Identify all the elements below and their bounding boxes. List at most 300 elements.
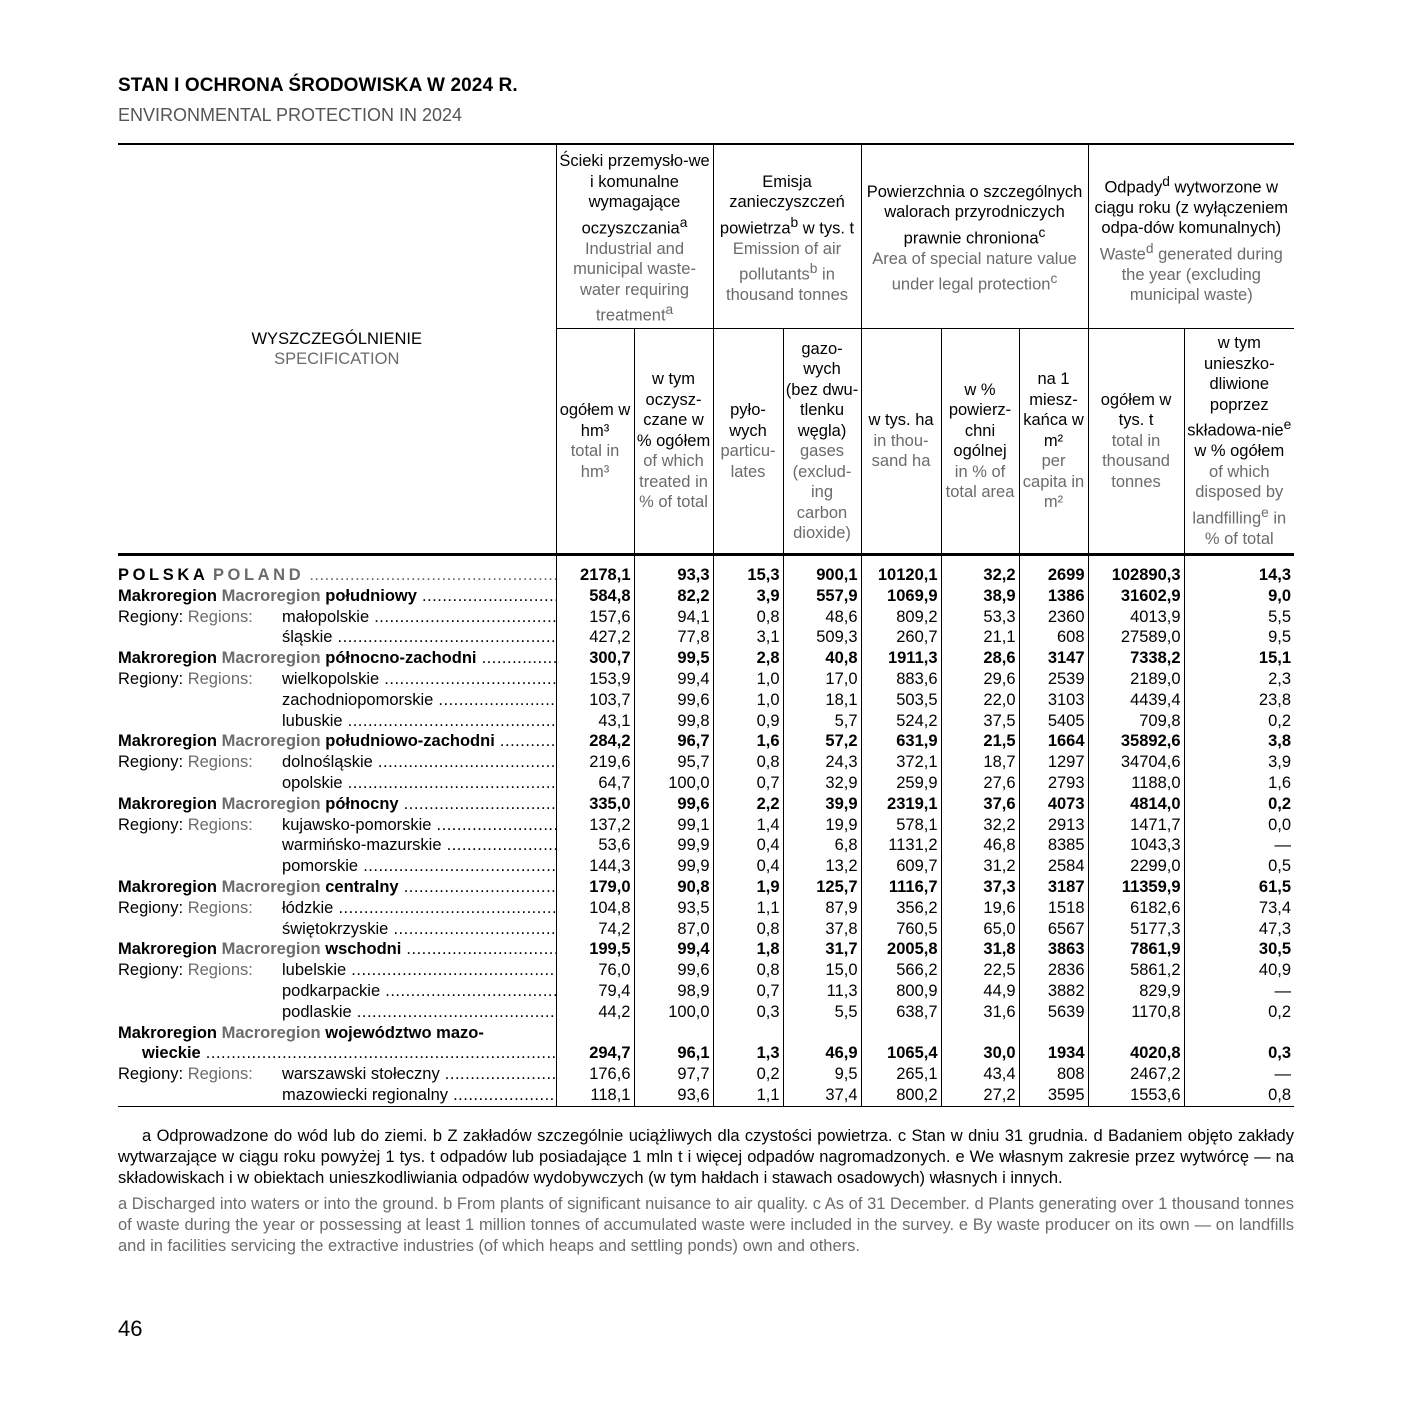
header-col-3: pyło-wych particu-lates <box>713 329 783 555</box>
row-label-name: opolskie ..... <box>282 774 556 792</box>
header-col-7: na 1 miesz-kańca w m² per capita in m² <box>1019 329 1088 555</box>
page-number: 46 <box>118 1316 143 1341</box>
table-cell: 808 <box>1019 1064 1088 1085</box>
table-cell: 0,7 <box>713 773 783 794</box>
row-label <box>118 773 556 794</box>
table-cell: 99,6 <box>634 794 713 815</box>
table-row <box>118 648 1294 669</box>
table-cell: 0,0 <box>1184 815 1294 836</box>
row-label <box>118 898 556 919</box>
table-cell: 15,0 <box>783 960 861 981</box>
row-label-name: małopolskie ..... <box>282 608 556 626</box>
row-label-name: świętokrzyskie ..... <box>282 920 556 938</box>
table-cell-empty <box>556 1023 634 1044</box>
table-cell: 219,6 <box>556 752 634 773</box>
table-cell: 96,7 <box>634 731 713 752</box>
table-cell: 64,7 <box>556 773 634 794</box>
table-cell: 3863 <box>1019 939 1088 960</box>
row-label-name: województwo mazo- <box>325 1023 484 1042</box>
table-cell: 31,2 <box>941 856 1019 877</box>
table-cell-empty <box>1019 1023 1088 1044</box>
table-cell: 14,3 <box>1184 555 1294 586</box>
table-cell: 13,2 <box>783 856 861 877</box>
table-cell: 77,8 <box>634 627 713 648</box>
row-label-pl: Makroregion <box>118 649 218 668</box>
table-cell-empty <box>861 1023 941 1044</box>
table-cell: 0,4 <box>713 856 783 877</box>
row-label-en: Regions: <box>187 961 253 980</box>
table-cell-empty <box>783 1023 861 1044</box>
table-cell: 31,7 <box>783 939 861 960</box>
row-label-en: Regions: <box>187 669 253 688</box>
table-cell: 1,1 <box>713 1085 783 1106</box>
table-row <box>118 1043 1294 1064</box>
row-label-pl: Makroregion <box>118 586 218 605</box>
table-cell: 87,9 <box>783 898 861 919</box>
table-cell: 260,7 <box>861 627 941 648</box>
row-label-pl: Makroregion <box>118 940 218 959</box>
table-cell: 503,5 <box>861 690 941 711</box>
table-cell: 2299,0 <box>1088 856 1184 877</box>
table-row <box>118 815 1294 836</box>
row-label <box>118 1002 556 1023</box>
row-label <box>118 794 556 815</box>
table-cell: 27,6 <box>941 773 1019 794</box>
table-cell: 10120,1 <box>861 555 941 586</box>
row-label-pl: Makroregion <box>118 732 218 751</box>
row-label <box>118 835 556 856</box>
table-cell: 265,1 <box>861 1064 941 1085</box>
table-cell: 3,1 <box>713 627 783 648</box>
table-cell: 43,1 <box>556 711 634 732</box>
table-body <box>118 555 1294 1107</box>
row-label <box>118 731 556 752</box>
row-label-name: pomorskie ..... <box>282 857 556 875</box>
regions-prefix <box>118 1064 282 1085</box>
table-row <box>118 627 1294 648</box>
table-cell: 356,2 <box>861 898 941 919</box>
row-label-en: Macroregion <box>221 940 321 959</box>
table-cell: 883,6 <box>861 669 941 690</box>
table-cell: 578,1 <box>861 815 941 836</box>
table-cell: 8385 <box>1019 835 1088 856</box>
header-col-5: w tys. ha in thou-sand ha <box>861 329 941 555</box>
table-row <box>118 960 1294 981</box>
table-cell: 100,0 <box>634 773 713 794</box>
table-cell-empty <box>941 1023 1019 1044</box>
table-cell: 0,2 <box>713 1064 783 1085</box>
regions-prefix <box>118 752 282 773</box>
row-label-pl: POLSKA <box>118 566 209 584</box>
table-cell: 21,5 <box>941 731 1019 752</box>
header-spec-pl: WYSZCZEGÓLNIENIE <box>251 329 423 348</box>
table-cell: 0,5 <box>1184 856 1294 877</box>
table-cell: 93,6 <box>634 1085 713 1106</box>
table-cell: 17,0 <box>783 669 861 690</box>
table-cell: 96,1 <box>634 1043 713 1064</box>
row-label-en: Macroregion <box>221 732 321 751</box>
table-row <box>118 939 1294 960</box>
table-row <box>118 856 1294 877</box>
table-cell: 2913 <box>1019 815 1088 836</box>
header-group-emission: Emisja zanieczyszczeń powietrza$^b$ w tys. t Emission of air pollutants$^b$ in thousand tonnes <box>713 144 861 329</box>
table-row <box>118 1085 1294 1106</box>
table-cell: 609,7 <box>861 856 941 877</box>
row-label-name: łódzkie ..... <box>282 899 556 917</box>
row-label-pl: Regiony: <box>118 961 184 980</box>
table-cell: 40,9 <box>1184 960 1294 981</box>
table-cell: 103,7 <box>556 690 634 711</box>
table-row <box>118 794 1294 815</box>
row-label <box>118 711 556 732</box>
table-cell: 5177,3 <box>1088 919 1184 940</box>
table-cell: 800,2 <box>861 1085 941 1106</box>
table-cell: 0,8 <box>713 919 783 940</box>
table-cell: 21,1 <box>941 627 1019 648</box>
table-cell: 11,3 <box>783 981 861 1002</box>
table-cell: 1,0 <box>713 690 783 711</box>
regions-prefix <box>118 669 282 690</box>
header-col-1: ogółem w hm³ total in hm³ <box>556 329 634 555</box>
table-cell: 199,5 <box>556 939 634 960</box>
table-cell: 1,4 <box>713 815 783 836</box>
table-cell: 35892,6 <box>1088 731 1184 752</box>
row-label <box>118 555 556 586</box>
table-row <box>118 711 1294 732</box>
row-label-en: Macroregion <box>221 1023 321 1042</box>
table-row <box>118 555 1294 586</box>
footnotes-en: a Discharged into waters or into the ground. b From plants of significant nuisance to air quality. c As of 31 December. d Plants generating over 1 thousand tonnes of waste during the year or possessing at least 1 million tonnes of accumulated waste were included in the survey. e By waste producer on its own — on landfills and in facilities servicing the extractive industries (of which heaps and settling ponds) own and others. <box>118 1195 1294 1255</box>
row-label-name: mazowiecki regionalny ..... <box>282 1086 556 1104</box>
table-cell: 15,1 <box>1184 648 1294 669</box>
table-cell: 46,9 <box>783 1043 861 1064</box>
table-cell: 7861,9 <box>1088 939 1184 960</box>
table-cell: 2,2 <box>713 794 783 815</box>
table-cell: 30,0 <box>941 1043 1019 1064</box>
table-cell: 47,3 <box>1184 919 1294 940</box>
table-cell: 4814,0 <box>1088 794 1184 815</box>
row-label-pl: Makroregion <box>118 877 218 896</box>
table-cell: 37,5 <box>941 711 1019 732</box>
table-cell: 0,4 <box>713 835 783 856</box>
table-cell: 99,4 <box>634 939 713 960</box>
row-label-name: warmińsko-mazurskie ..... <box>282 836 556 854</box>
row-label-name-cont: wieckie ..... <box>142 1044 556 1062</box>
table-cell: 2584 <box>1019 856 1088 877</box>
table-cell: 15,3 <box>713 555 783 586</box>
table-row <box>118 877 1294 898</box>
table-cell: 294,7 <box>556 1043 634 1064</box>
header-group-protected-area: Powierzchnia o szczególnych walorach przyrodniczych prawnie chroniona$^c$ Area of special nature value under legal protection$^c$ <box>861 144 1088 329</box>
table-cell: 97,7 <box>634 1064 713 1085</box>
row-label-en: Macroregion <box>221 877 321 896</box>
page-title: STAN I OCHRONA ŚRODOWISKA W 2024 R. <box>118 75 518 96</box>
table-cell: 32,9 <box>783 773 861 794</box>
table-cell: 99,9 <box>634 856 713 877</box>
table-cell: 2189,0 <box>1088 669 1184 690</box>
row-label <box>118 1064 556 1085</box>
table-cell: 31,6 <box>941 1002 1019 1023</box>
table-row <box>118 607 1294 628</box>
table-cell: 102890,3 <box>1088 555 1184 586</box>
table-cell: 1,6 <box>1184 773 1294 794</box>
regions-prefix <box>118 607 282 628</box>
table-cell: 259,9 <box>861 773 941 794</box>
table-cell: 43,4 <box>941 1064 1019 1085</box>
table-cell: 99,9 <box>634 835 713 856</box>
table-cell: 157,6 <box>556 607 634 628</box>
table-cell: 76,0 <box>556 960 634 981</box>
table-cell: 1131,2 <box>861 835 941 856</box>
table-cell: 73,4 <box>1184 898 1294 919</box>
table-cell: 608 <box>1019 627 1088 648</box>
row-label-en: Macroregion <box>221 649 321 668</box>
table-cell: 0,2 <box>1184 1002 1294 1023</box>
table-cell-empty <box>634 1023 713 1044</box>
table-cell: 0,7 <box>713 981 783 1002</box>
table-cell: 1664 <box>1019 731 1088 752</box>
footnotes-pl: a Odprowadzone do wód lub do ziemi. b Z zakładów szczególnie uciążliwych dla czystości powietrza. c Stan w dniu 31 grudnia. d Badaniem objęto zakłady wytwarzające w ciągu roku powyżej 1 tys. t odpadów lub posiadające 1 mln t i więcej odpadów nagromadzonych. e We własnym zakresie przez wytwórcę — na składowiskach i w obiektach unieszkodliwiania odpadów wydobywczych (w tym hałdach i stawach osadowych) własnych i innych. <box>118 1127 1294 1187</box>
table-row <box>118 898 1294 919</box>
table-cell: 0,2 <box>1184 794 1294 815</box>
header-group-waste: Odpady$^d$ wytworzone w ciągu roku (z wyłączeniem odpa-dów komunalnych) Waste$^d$ generated during the year (excluding municipal waste) <box>1088 144 1294 329</box>
header-col-2: w tym oczysz-czane w % ogółem of which treated in % of total <box>634 329 713 555</box>
page-subtitle: ENVIRONMENTAL PROTECTION IN 2024 <box>118 105 463 125</box>
table-cell: 23,8 <box>1184 690 1294 711</box>
table-cell: 99,6 <box>634 960 713 981</box>
table-cell: 99,4 <box>634 669 713 690</box>
table-cell: 39,9 <box>783 794 861 815</box>
table-cell: 6,8 <box>783 835 861 856</box>
table-cell: 104,8 <box>556 898 634 919</box>
table-cell: — <box>1184 981 1294 1002</box>
row-label <box>118 877 556 898</box>
table-cell: — <box>1184 835 1294 856</box>
row-label-name: wielkopolskie ..... <box>282 670 556 688</box>
table-cell: 137,2 <box>556 815 634 836</box>
table-cell: 90,8 <box>634 877 713 898</box>
table-cell: 74,2 <box>556 919 634 940</box>
table-cell: 5405 <box>1019 711 1088 732</box>
table-cell: 34704,6 <box>1088 752 1184 773</box>
row-label-en: Regions: <box>187 1065 253 1084</box>
row-label <box>118 1023 556 1044</box>
table-cell: 2178,1 <box>556 555 634 586</box>
row-label <box>118 690 556 711</box>
table-cell: 1170,8 <box>1088 1002 1184 1023</box>
table-cell: 38,9 <box>941 586 1019 607</box>
table-cell: 3,9 <box>713 586 783 607</box>
header-col-8: ogółem w tys. t total in thousand tonnes <box>1088 329 1184 555</box>
table-cell: 0,8 <box>713 607 783 628</box>
regions-prefix <box>118 960 282 981</box>
row-label-en: Regions: <box>187 815 253 834</box>
table-cell: 372,1 <box>861 752 941 773</box>
row-label-name: północno-zachodni ..... <box>325 649 556 667</box>
row-label <box>118 919 556 940</box>
table-cell: 709,8 <box>1088 711 1184 732</box>
table-cell: 93,3 <box>634 555 713 586</box>
header-group-wastewater: Ścieki przemysło-we i komunalne wymagające oczyszczania$^a$ Industrial and municipal waste-water requiring treatment$^a$ <box>556 144 713 329</box>
row-label-name: południowy ..... <box>325 587 556 605</box>
table-cell: 28,6 <box>941 648 1019 669</box>
row-label-en: Regions: <box>187 898 253 917</box>
table-cell: 9,0 <box>1184 586 1294 607</box>
row-label <box>118 960 556 981</box>
table-cell: 3,8 <box>1184 731 1294 752</box>
table-row <box>118 981 1294 1002</box>
table-cell: 1116,7 <box>861 877 941 898</box>
table-cell: 65,0 <box>941 919 1019 940</box>
footnotes <box>118 1126 1294 1257</box>
table-cell: 31,8 <box>941 939 1019 960</box>
table-cell-empty <box>713 1023 783 1044</box>
table-row <box>118 669 1294 690</box>
row-label-name: lubuskie ..... <box>282 712 556 730</box>
table-cell: 4073 <box>1019 794 1088 815</box>
table-cell: 335,0 <box>556 794 634 815</box>
table-cell: 2836 <box>1019 960 1088 981</box>
table-cell: 30,5 <box>1184 939 1294 960</box>
row-label-en: Regions: <box>187 607 253 626</box>
row-label-pl: Regiony: <box>118 753 184 772</box>
table-cell: 3595 <box>1019 1085 1088 1106</box>
environment-table <box>118 143 1294 1107</box>
row-label <box>118 607 556 628</box>
table-cell: 179,0 <box>556 877 634 898</box>
table-cell: 2467,2 <box>1088 1064 1184 1085</box>
header-col-6: w % powierz-chni ogólnej in % of total area <box>941 329 1019 555</box>
table-cell: 46,8 <box>941 835 1019 856</box>
table-cell: 584,8 <box>556 586 634 607</box>
row-label-pl: Regiony: <box>118 607 184 626</box>
table-cell: — <box>1184 1064 1294 1085</box>
row-label <box>118 586 556 607</box>
table-cell: 0,8 <box>713 960 783 981</box>
table-cell: 427,2 <box>556 627 634 648</box>
table-cell: 284,2 <box>556 731 634 752</box>
table-cell: 18,1 <box>783 690 861 711</box>
table-cell: 118,1 <box>556 1085 634 1106</box>
table-cell: 0,8 <box>713 752 783 773</box>
table-cell: 2699 <box>1019 555 1088 586</box>
row-label-en: Macroregion <box>221 794 321 813</box>
table-cell: 2,3 <box>1184 669 1294 690</box>
table-cell: 27,2 <box>941 1085 1019 1106</box>
row-label-name: kujawsko-pomorskie ..... <box>282 816 556 834</box>
table-cell: 7338,2 <box>1088 648 1184 669</box>
table-cell: 18,7 <box>941 752 1019 773</box>
table-cell: 53,6 <box>556 835 634 856</box>
row-label-en: POLAND ..... <box>213 566 556 584</box>
table-cell: 94,1 <box>634 607 713 628</box>
table-cell: 37,6 <box>941 794 1019 815</box>
table-cell: 27589,0 <box>1088 627 1184 648</box>
table-cell: 1518 <box>1019 898 1088 919</box>
header-col-9: w tym unieszko-dliwione poprzez składowa-nie$^e$ w % ogółem of which disposed by landfilling$^e$ in % of total <box>1184 329 1294 555</box>
table-cell: 4439,4 <box>1088 690 1184 711</box>
row-label-pl: Regiony: <box>118 1065 184 1084</box>
table-cell: 300,7 <box>556 648 634 669</box>
table-cell: 1471,7 <box>1088 815 1184 836</box>
row-label-name: dolnośląskie ..... <box>282 753 556 771</box>
table-row <box>118 773 1294 794</box>
table-cell: 87,0 <box>634 919 713 940</box>
row-label-name: północny ..... <box>325 795 556 813</box>
table-cell: 2793 <box>1019 773 1088 794</box>
table-cell: 44,9 <box>941 981 1019 1002</box>
table-cell: 57,2 <box>783 731 861 752</box>
row-label <box>118 815 556 836</box>
row-label <box>118 856 556 877</box>
table-cell: 5639 <box>1019 1002 1088 1023</box>
table-cell: 29,6 <box>941 669 1019 690</box>
table-cell: 99,6 <box>634 690 713 711</box>
table-cell: 176,6 <box>556 1064 634 1085</box>
table-cell: 95,7 <box>634 752 713 773</box>
row-label-pl: Regiony: <box>118 669 184 688</box>
table-cell: 5,5 <box>1184 607 1294 628</box>
table-cell: 6182,6 <box>1088 898 1184 919</box>
row-label-name: zachodniopomorskie ..... <box>282 691 556 709</box>
row-label <box>118 752 556 773</box>
table-cell: 125,7 <box>783 877 861 898</box>
row-label-pl: Regiony: <box>118 898 184 917</box>
table-cell: 1,1 <box>713 898 783 919</box>
table-cell: 1,3 <box>713 1043 783 1064</box>
table-cell: 557,9 <box>783 586 861 607</box>
table-cell: 32,2 <box>941 815 1019 836</box>
table-cell: 3147 <box>1019 648 1088 669</box>
table-cell: 5,5 <box>783 1002 861 1023</box>
table-cell: 809,2 <box>861 607 941 628</box>
table-cell: 100,0 <box>634 1002 713 1023</box>
table-cell: 98,9 <box>634 981 713 1002</box>
table-cell: 3882 <box>1019 981 1088 1002</box>
regions-prefix <box>118 898 282 919</box>
table-cell: 3,9 <box>1184 752 1294 773</box>
row-label-pl: Regiony: <box>118 815 184 834</box>
table-cell: 1934 <box>1019 1043 1088 1064</box>
table-row <box>118 835 1294 856</box>
table-cell: 48,6 <box>783 607 861 628</box>
table-cell: 566,2 <box>861 960 941 981</box>
table-cell: 3103 <box>1019 690 1088 711</box>
table-cell-empty <box>1088 1023 1184 1044</box>
table-cell: 24,3 <box>783 752 861 773</box>
table-row <box>118 919 1294 940</box>
table-cell: 37,4 <box>783 1085 861 1106</box>
table-cell: 800,9 <box>861 981 941 1002</box>
table-cell: 900,1 <box>783 555 861 586</box>
table-cell: 1065,4 <box>861 1043 941 1064</box>
table-cell: 31602,9 <box>1088 586 1184 607</box>
row-label-name: południowo-zachodni ..... <box>325 732 556 750</box>
table-cell: 37,3 <box>941 877 1019 898</box>
table-cell: 2539 <box>1019 669 1088 690</box>
table-cell: 22,5 <box>941 960 1019 981</box>
table-cell: 3187 <box>1019 877 1088 898</box>
row-label-name: lubelskie ..... <box>282 961 556 979</box>
table-cell: 631,9 <box>861 731 941 752</box>
table-row <box>118 1023 1294 1044</box>
table-row <box>118 1064 1294 1085</box>
table-cell: 40,8 <box>783 648 861 669</box>
header-specification <box>118 144 556 555</box>
table-cell: 1,6 <box>713 731 783 752</box>
row-label-en: Macroregion <box>221 586 321 605</box>
table-cell: 0,2 <box>1184 711 1294 732</box>
